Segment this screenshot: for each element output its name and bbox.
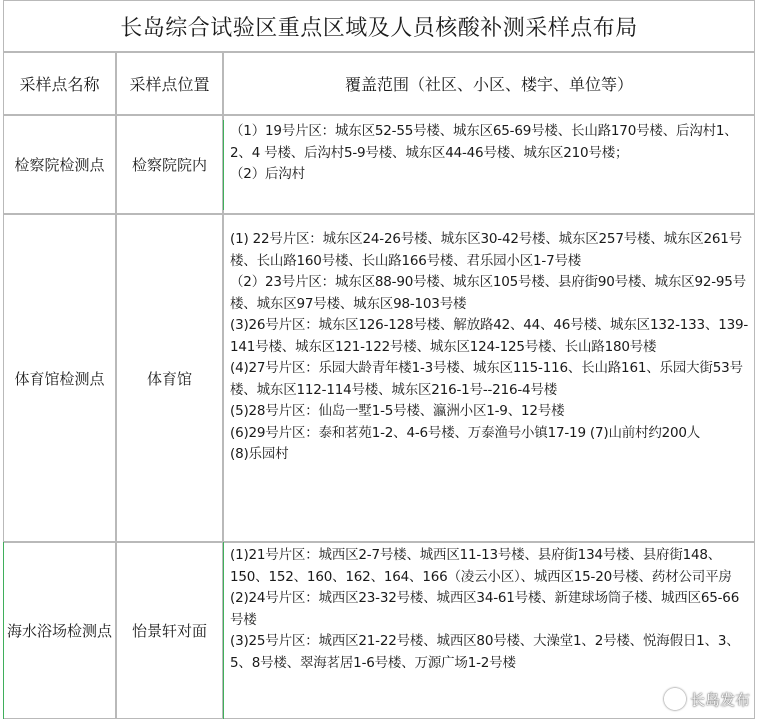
coverage-item: (3)26号片区：城东区126-128号楼、解放路42、44、46号楼、城东区132-133、139-141号楼、城东区121-122号楼、城东区124-125号楼、长山路180号楼 bbox=[230, 317, 749, 355]
row-1-coverage bbox=[223, 115, 755, 214]
coverage-item: (5)28号片区：仙岛一墅1-5号楼、瀛洲小区1-9、12号楼 bbox=[230, 403, 565, 419]
coverage-item: （2）23号片区：城东区88-90号楼、城东区105号楼、县府街90号楼、城东区92-95号楼、城东区97号楼、城东区98-103号楼 bbox=[230, 274, 746, 312]
row-3-location: 怡景轩对面 bbox=[116, 542, 223, 719]
wechat-channel-icon bbox=[664, 688, 686, 710]
coverage-item: (6)29号片区：泰和茗苑1-2、4-6号楼、万泰渔号小镇17-19 (7)山前村约200人 bbox=[230, 424, 701, 441]
coverage-item: (2)24号片区：城西区23-32号楼、城西区34-61号楼、新建球场筒子楼、城西区65-66号楼 bbox=[230, 590, 740, 628]
header-coverage: 覆盖范围（社区、小区、楼宇、单位等） bbox=[223, 52, 755, 115]
coverage-item: (3)25号片区：城西区21-22号楼、城西区80号楼、大澡堂1、2号楼、悦海假日1、3、5、8号楼、翠海茗居1-6号楼、万源广场1-2号楼 bbox=[230, 633, 740, 671]
coverage-item: (1)21号片区：城西区2-7号楼、城西区11-13号楼、县府街134号楼、县府街148、150、152、160、162、164、166（凌云小区）、城西区15-20号楼、药材公司平房 bbox=[230, 547, 732, 585]
watermark-text: 长岛发布 bbox=[689, 690, 750, 709]
watermark bbox=[664, 688, 750, 710]
cell-selection-edge bbox=[3, 542, 4, 719]
coverage-item: (4)27号片区：乐园大龄青年楼1-3号楼、城东区115-116、长山路161、乐园大街53号楼、城东区112-114号楼、城东区216-1号--216-4号楼 bbox=[230, 360, 743, 398]
cell-selection-edge bbox=[223, 542, 224, 719]
coverage-item: （1）19号片区：城东区52-55号楼、城东区65-69号楼、长山路170号楼、后沟村1、2、4 号楼、后沟村5-9号楼、城东区44-46号楼、城东区210号楼； bbox=[230, 123, 738, 161]
header-location: 采样点位置 bbox=[116, 52, 223, 115]
row-2-location: 体育馆 bbox=[116, 214, 223, 542]
header-name: 采样点名称 bbox=[3, 52, 116, 115]
row-2-coverage bbox=[223, 214, 755, 542]
row-1-name: 检察院检测点 bbox=[3, 115, 116, 214]
page-title: 长岛综合试验区重点区域及人员核酸补测采样点布局 bbox=[3, 0, 755, 52]
row-3-name: 海水浴场检测点 bbox=[3, 542, 116, 719]
row-2-name: 体育馆检测点 bbox=[3, 214, 116, 542]
cell-selection-edge bbox=[223, 120, 224, 210]
coverage-item: (1) 22号片区：城东区24-26号楼、城东区30-42号楼、城东区257号楼、城东区261号楼、长山路160号楼、长山路166号楼、君乐园小区1-7号楼 bbox=[230, 231, 742, 269]
row-1-location: 检察院院内 bbox=[116, 115, 223, 214]
coverage-item: （2）后沟村 bbox=[230, 166, 305, 182]
coverage-item: (8)乐园村 bbox=[230, 446, 289, 462]
